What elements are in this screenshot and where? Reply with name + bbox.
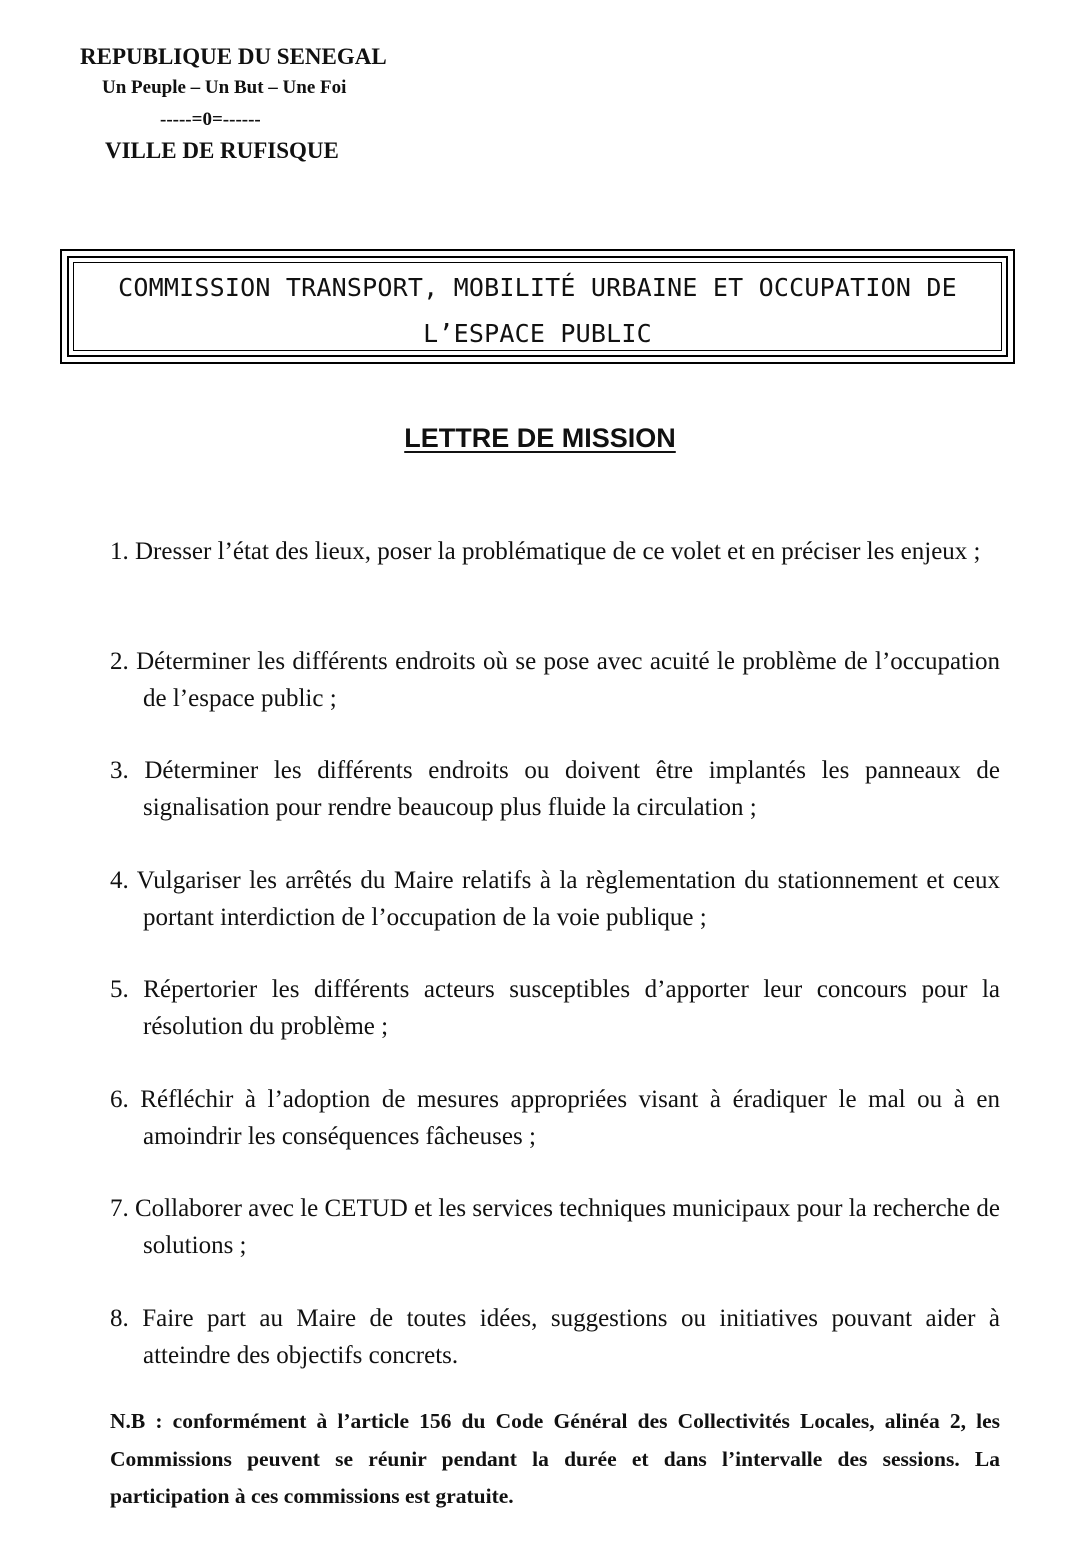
document-title (0, 423, 1068, 454)
mission-item: 8. Faire part au Maire de toutes idées, suggestions ou initiatives pouvant aider à atteindre des objectifs concrets. (110, 1304, 1000, 1369)
commission-title: COMMISSION TRANSPORT, MOBILITÉ URBAINE ET OCCUPATION DE L’ESPACE PUBLIC (118, 273, 957, 348)
country-name: REPUBLIQUE DU SENEGAL (80, 44, 387, 69)
national-motto: Un Peuple – Un But – Une Foi (102, 77, 347, 98)
header-separator: -----=0=------ (160, 109, 261, 130)
mission-item: 6. Réfléchir à l’adoption de mesures appropriées visant à éradiquer le mal ou à en amoindrir les conséquences fâcheuses ; (110, 1085, 1000, 1150)
mission-item: 5. Répertorier les différents acteurs susceptibles d’apporter leur concours pour la résolution du problème ; (110, 976, 1000, 1040)
mission-item: 4. Vulgariser les arrêtés du Maire relatifs à la règlementation du stationnement et ceux portant interdiction de l’occupation de la voie publique ; (110, 866, 1000, 931)
mission-item: 1. Dresser l’état des lieux, poser la problématique de ce volet et en préciser les enjeux ; (110, 538, 981, 565)
city-name: VILLE DE RUFISQUE (105, 138, 339, 163)
mission-list (110, 533, 1000, 1409)
document-title-text: LETTRE DE MISSION (404, 423, 676, 453)
mission-item: 7. Collaborer avec le CETUD et les services techniques municipaux pour la recherche de solutions ; (110, 1195, 1000, 1259)
mission-item: 2. Déterminer les différents endroits où se pose avec acuité le problème de l’occupation de l’espace public ; (110, 647, 1000, 712)
footnote-nb: N.B : conformément à l’article 156 du Code Général des Collectivités Locales, alinéa 2, les Commissions peuvent se réunir pendant la durée et dans l’intervalle des sessions. La participation à ces commissions est gratuite. (110, 1409, 1000, 1508)
mission-item: 3. Déterminer les différents endroits ou doivent être implantés les panneaux de signalisation pour rendre beaucoup plus fluide la circulation ; (110, 757, 1000, 821)
commission-title-box (60, 249, 1015, 364)
